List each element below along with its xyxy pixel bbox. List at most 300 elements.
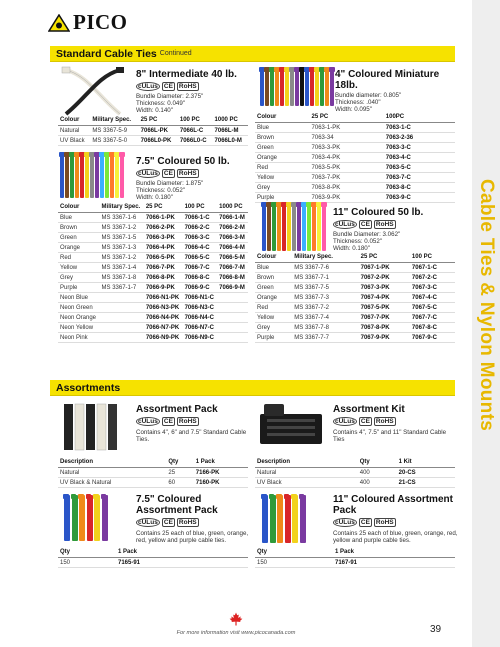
cert-icons: [136, 518, 251, 527]
cable-tie-icon: [280, 68, 284, 106]
table-row: [58, 323, 248, 333]
footer-text: For more information visit www.picocanada.com: [176, 630, 296, 636]
column-header: 1 Kit: [397, 458, 455, 468]
table-row: [58, 303, 248, 313]
table-cell: 7063-3-PK: [310, 143, 384, 153]
cable-tie-icon: [70, 153, 74, 198]
spec-line: Bundle Diameter: 2.375": [136, 93, 204, 100]
section-title: Standard Cable Ties: [56, 47, 157, 60]
product-description: Contains 25 each of blue, green, orange, red, yellow and purple cable ties.: [333, 530, 458, 545]
column-header: Qty: [166, 458, 193, 468]
cert-icons: [333, 417, 455, 426]
table-cell: Green: [255, 143, 310, 153]
table-cell: [217, 333, 248, 343]
table-cell: Neon Yellow: [58, 323, 100, 333]
table-cell: 7066-1-PK: [144, 213, 183, 223]
cable-tie-icon: [90, 153, 94, 198]
table-header-row: [58, 203, 248, 213]
ul-icon: cULus: [138, 519, 158, 526]
table-cell: Natural: [58, 468, 166, 478]
table-row: [255, 193, 455, 203]
table-cell: Green: [255, 283, 292, 293]
table-cell: 7063-34: [310, 133, 384, 143]
table-cell: 7165-91: [116, 558, 248, 568]
table-cell: 7066-4-M: [217, 243, 248, 253]
ce-icon: CE: [163, 418, 173, 425]
miniature-table: [255, 113, 455, 203]
table-cell: 7063-9-PK: [310, 193, 384, 203]
spec-line: Width: 0.180": [136, 194, 173, 202]
table-cell: 7067-5-PK: [359, 303, 410, 313]
cable-tie-icon: [267, 203, 271, 251]
cable-tie-icon: [295, 68, 299, 106]
table-cell: 7067-8-C: [410, 323, 455, 333]
spec-line: Width: 0.180": [333, 245, 370, 253]
table-cell: [217, 313, 248, 323]
maple-leaf-icon: [229, 612, 243, 626]
brand-name: PICO: [73, 10, 128, 34]
table-cell: MS 3367-1-4: [100, 263, 144, 273]
section-subtitle: Continued: [159, 50, 192, 57]
table-row: [255, 468, 455, 478]
table-row: [58, 478, 248, 488]
table-header-row: [58, 116, 248, 126]
ce-icon: CE: [163, 170, 173, 177]
table-cell: 21-CS: [397, 478, 455, 488]
cable-tie-icon: [285, 68, 289, 106]
table-cell: 7167-91: [333, 558, 455, 568]
column-header: 100PC: [384, 113, 455, 123]
table-cell: MS 3367-1-2: [100, 253, 144, 263]
cable-tie-icon: [105, 153, 109, 198]
table-cell: 7066-7-PK: [144, 263, 183, 273]
table-cell: 7066-8-C: [183, 273, 218, 283]
table-row: [255, 163, 455, 173]
product-title: 7.5" Coloured 50 lb.: [136, 156, 230, 167]
table-row: [255, 293, 455, 303]
table-cell: 7067-5-C: [410, 303, 455, 313]
table-row: [58, 293, 248, 303]
table-row: [58, 468, 248, 478]
column-header: Military Spec.: [100, 203, 144, 213]
table-cell: 7063-4-PK: [310, 153, 384, 163]
table-row: [255, 313, 455, 323]
ul-icon: cULus: [138, 418, 158, 425]
cable-tie-icon: [87, 495, 93, 541]
table-row: [255, 153, 455, 163]
table-cell: 7066-5-PK: [144, 253, 183, 263]
table-cell: 7067-3-PK: [359, 283, 410, 293]
table-cell: 20-CS: [397, 468, 455, 478]
table-cell: 7066L-M: [213, 126, 248, 136]
ul-icon: cULus: [138, 170, 158, 177]
table-header-row: [255, 253, 455, 263]
table-cell: 7066-7-C: [183, 263, 218, 273]
spec-line: Width: 0.140": [136, 107, 173, 115]
table-cell: Neon Pink: [58, 333, 100, 343]
table-cell: Purple: [58, 283, 100, 293]
cable-tie-icon: [60, 153, 64, 198]
coloured-11-table: [255, 253, 455, 343]
table-cell: Orange: [255, 153, 310, 163]
cable-tie-icon: [270, 495, 276, 543]
table-cell: 7067-8-PK: [359, 323, 410, 333]
table-cell: Purple: [255, 193, 310, 203]
table-cell: 7067-4-C: [410, 293, 455, 303]
cable-tie-icon: [260, 68, 264, 106]
assort-75-table: [58, 548, 248, 568]
table-cell: 7067-9-PK: [359, 333, 410, 343]
coloured-11-ties-image: [262, 203, 326, 251]
table-cell: [217, 303, 248, 313]
cable-tie-icon: [102, 495, 108, 541]
product-title: 8" Intermediate 40 lb.: [136, 69, 237, 80]
table-row: [255, 123, 455, 133]
table-cell: MS 3367-7-1: [292, 273, 358, 283]
table-cell: MS 3367-7-5: [292, 283, 358, 293]
column-header: 1000 PC: [213, 116, 248, 126]
table-cell: 7066-2-PK: [144, 223, 183, 233]
cable-tie-icon: [297, 203, 301, 251]
coloured-75-ties-image: [60, 153, 124, 198]
cable-tie-icon: [80, 153, 84, 198]
table-cell: MS 3367-7-4: [292, 313, 358, 323]
table-cell: 7066-1-C: [183, 213, 218, 223]
table-row: [58, 126, 248, 136]
table-row: [58, 223, 248, 233]
table-cell: 7063-1-PK: [310, 123, 384, 133]
table-row: [58, 273, 248, 283]
cable-tie-icon: [290, 68, 294, 106]
table-cell: 7066-3-PK: [144, 233, 183, 243]
cable-tie-icon: [262, 203, 266, 251]
table-cell: 7066-N7-C: [183, 323, 218, 333]
section-bar-assortments: [50, 380, 455, 396]
ce-icon: CE: [360, 519, 370, 526]
table-cell: 7066-N4-C: [183, 313, 218, 323]
table-cell: 7063-8-C: [384, 183, 455, 193]
table-row: [255, 143, 455, 153]
table-row: [255, 283, 455, 293]
table-cell: 7160-PK: [194, 478, 248, 488]
table-cell: 7067-1-C: [410, 263, 455, 273]
column-header: 1 Pack: [116, 548, 248, 558]
table-cell: MS 3367-1-5: [100, 233, 144, 243]
table-cell: Orange: [255, 293, 292, 303]
assort-11-ties-image: [262, 495, 306, 543]
table-cell: Grey: [255, 183, 310, 193]
rohs-icon: RoHS: [178, 418, 197, 425]
cable-tie-icon: [65, 153, 69, 198]
coloured-75-table: [58, 203, 248, 343]
rohs-icon: RoHS: [178, 519, 197, 526]
page-number: 39: [430, 624, 442, 635]
cable-tie-icon: [292, 203, 296, 251]
cable-tie-icon: [72, 495, 78, 541]
cable-tie-icon: [272, 203, 276, 251]
section-bar-standard: [50, 46, 455, 62]
column-header: Colour: [58, 203, 100, 213]
cable-tie-icon: [270, 68, 274, 106]
cable-tie-icon: [85, 153, 89, 198]
column-header: Qty: [58, 548, 116, 558]
table-row: [255, 303, 455, 313]
intermediate-table: [58, 116, 248, 146]
product-description: Contains 25 each of blue, green, orange, red, yellow and purple cable ties.: [136, 530, 249, 545]
table-cell: Red: [255, 163, 310, 173]
table-cell: MS 3367-1-2: [100, 223, 144, 233]
rohs-icon: RoHS: [375, 519, 394, 526]
cert-icons: [333, 220, 458, 229]
column-header: Colour: [255, 113, 310, 123]
table-header-row: [255, 548, 455, 558]
table-cell: Neon Blue: [58, 293, 100, 303]
assortment-kit-image: [258, 402, 324, 450]
table-cell: Brown: [255, 273, 292, 283]
table-cell: Grey: [255, 323, 292, 333]
table-cell: 150: [255, 558, 333, 568]
rohs-icon: RoHS: [178, 170, 197, 177]
table-cell: Red: [255, 303, 292, 313]
table-cell: 150: [58, 558, 116, 568]
cable-tie-icon: [300, 495, 306, 543]
table-cell: 7066-N3-PK: [144, 303, 183, 313]
table-cell: 7063-7-C: [384, 173, 455, 183]
table-cell: 7063-2-36: [384, 133, 455, 143]
table-row: [255, 183, 455, 193]
column-header: 100 PC: [178, 116, 213, 126]
table-cell: MS 3367-7-8: [292, 323, 358, 333]
rohs-icon: RoHS: [178, 83, 197, 90]
cable-tie-icon: [100, 153, 104, 198]
table-cell: 7066L0-C: [178, 136, 213, 146]
side-tab-label: Cable Ties & Nylon Mounts: [476, 178, 497, 432]
table-cell: 7063-7-PK: [310, 173, 384, 183]
table-cell: 7067-1-PK: [359, 263, 410, 273]
spec-line: Thickness: 0.052": [136, 187, 185, 195]
cable-tie-icon: [262, 495, 268, 543]
cable-tie-icon: [320, 68, 324, 106]
product-title: Assortment Pack: [136, 404, 218, 415]
table-cell: 7066-4-C: [183, 243, 218, 253]
table-cell: Blue: [58, 213, 100, 223]
table-cell: 7066-4-PK: [144, 243, 183, 253]
spec-line: Bundle diameter: 0.805": [335, 92, 402, 99]
table-cell: 7166-PK: [194, 468, 248, 478]
product-title: 11" Coloured Assortment Pack: [333, 494, 453, 516]
cable-tie-icon: [282, 203, 286, 251]
cert-icons: [136, 82, 246, 91]
table-cell: 7067-2-PK: [359, 273, 410, 283]
table-cell: Green: [58, 233, 100, 243]
column-header: 1 Pack: [333, 548, 455, 558]
pico-logo: [48, 10, 128, 35]
table-row: [255, 478, 455, 488]
table-cell: 7067-7-PK: [359, 313, 410, 323]
table-header-row: [58, 548, 248, 558]
table-cell: 7063-5-C: [384, 163, 455, 173]
table-cell: 7066-7-M: [217, 263, 248, 273]
table-cell: 7066-N1-PK: [144, 293, 183, 303]
table-cell: MS 3367-1-6: [100, 213, 144, 223]
cable-tie-icon: [287, 203, 291, 251]
cable-tie-icon: [325, 68, 329, 106]
table-cell: 7067-2-C: [410, 273, 455, 283]
table-cell: MS 3367-7-7: [292, 333, 358, 343]
table-cell: 7066-N4-PK: [144, 313, 183, 323]
table-cell: [100, 323, 144, 333]
table-row: [255, 558, 455, 568]
column-header: Military Spec.: [90, 116, 138, 126]
table-cell: 7063-8-PK: [310, 183, 384, 193]
table-cell: 7066-N9-C: [183, 333, 218, 343]
cable-tie-icon: [95, 153, 99, 198]
column-header: Military Spec.: [292, 253, 358, 263]
table-cell: 7067-3-C: [410, 283, 455, 293]
table-cell: [100, 303, 144, 313]
ce-icon: CE: [163, 519, 173, 526]
table-row: [58, 313, 248, 323]
cable-tie-icon: [322, 203, 326, 251]
table-cell: Yellow: [255, 173, 310, 183]
table-cell: [100, 333, 144, 343]
cable-tie-icon: [120, 153, 124, 198]
cable-tie-icon: [265, 68, 269, 106]
miniature-ties-image: [260, 68, 334, 106]
table-cell: Neon Orange: [58, 313, 100, 323]
ul-icon: cULus: [138, 83, 158, 90]
section-title: Assortments: [56, 381, 121, 394]
table-cell: 25: [166, 468, 193, 478]
table-cell: [217, 293, 248, 303]
table-cell: MS 3367-1-7: [100, 283, 144, 293]
product-title: 11" Coloured 50 lb.: [333, 207, 424, 218]
table-cell: 7066L0-M: [213, 136, 248, 146]
table-header-row: [255, 458, 455, 468]
table-row: [255, 263, 455, 273]
table-cell: MS 3367-5-0: [90, 136, 138, 146]
cable-tie-icon: [315, 68, 319, 106]
spec-line: Width: 0.095": [335, 106, 372, 114]
rohs-icon: RoHS: [375, 221, 394, 228]
cable-tie-icon: [317, 203, 321, 251]
table-cell: UV Black: [255, 478, 358, 488]
table-cell: 400: [358, 478, 397, 488]
column-header: Qty: [358, 458, 397, 468]
cable-tie-icon: [277, 203, 281, 251]
table-row: [255, 133, 455, 143]
cert-icons: [333, 518, 458, 527]
assortment-kit-table: [255, 458, 455, 488]
table-row: [58, 233, 248, 243]
spec-line: Thickness: 0.052": [333, 238, 382, 246]
table-cell: 7066-3-C: [183, 233, 218, 243]
table-cell: MS 3367-5-9: [90, 126, 138, 136]
table-header-row: [255, 113, 455, 123]
table-row: [255, 173, 455, 183]
table-cell: 7066-3-M: [217, 233, 248, 243]
cable-tie-icon: [75, 153, 79, 198]
table-cell: 7063-3-C: [384, 143, 455, 153]
spec-line: Bundle Diameter: 3.062": [333, 231, 401, 238]
rohs-icon: RoHS: [375, 418, 394, 425]
product-description: Contains 4", 6" and 7.5" Standard Cable Ties.: [136, 429, 247, 444]
table-cell: UV Black: [58, 136, 90, 146]
cable-tie-icon: [275, 68, 279, 106]
cable-tie-icon: [115, 153, 119, 198]
column-header: 25 PC: [359, 253, 410, 263]
table-cell: 7066L0-PK: [139, 136, 178, 146]
column-header: 100 PC: [410, 253, 455, 263]
assort-11-table: [255, 548, 455, 568]
intermediate-tie-image: [58, 66, 126, 118]
column-header: Description: [58, 458, 166, 468]
cable-tie-icon: [305, 68, 309, 106]
table-row: [58, 333, 248, 343]
table-cell: Grey: [58, 273, 100, 283]
table-cell: Orange: [58, 243, 100, 253]
assortment-pack-image: [62, 402, 124, 452]
column-header: Colour: [58, 116, 90, 126]
column-header: Description: [255, 458, 358, 468]
cable-tie-icon: [302, 203, 306, 251]
product-description: Contains 4", 7.5" and 11" Standard Cable Ties: [333, 429, 447, 444]
table-row: [58, 263, 248, 273]
table-cell: 7066L-C: [178, 126, 213, 136]
column-header: 100 PC: [183, 203, 218, 213]
product-title: 7.5" Coloured Assortment Pack: [136, 494, 218, 516]
column-header: Colour: [255, 253, 292, 263]
cable-tie-icon: [79, 495, 85, 541]
cable-tie-icon: [310, 68, 314, 106]
table-row: [58, 136, 248, 146]
cert-icons: [136, 417, 248, 426]
table-cell: 7067-4-PK: [359, 293, 410, 303]
table-cell: Natural: [255, 468, 358, 478]
table-cell: MS 3367-1-3: [100, 243, 144, 253]
ce-icon: CE: [163, 83, 173, 90]
cable-tie-icon: [110, 153, 114, 198]
column-header: 25 PC: [310, 113, 384, 123]
table-cell: 7066-N1-C: [183, 293, 218, 303]
ul-icon: cULus: [335, 221, 355, 228]
table-cell: 7063-9-C: [384, 193, 455, 203]
table-cell: 7067-7-C: [410, 313, 455, 323]
table-cell: Brown: [58, 223, 100, 233]
table-cell: 7066-8-PK: [144, 273, 183, 283]
table-cell: 7063-4-C: [384, 153, 455, 163]
table-cell: Red: [58, 253, 100, 263]
table-cell: 60: [166, 478, 193, 488]
table-cell: MS 3367-1-8: [100, 273, 144, 283]
cable-tie-icon: [94, 495, 100, 541]
table-cell: 7066-5-C: [183, 253, 218, 263]
table-cell: 7066-2-C: [183, 223, 218, 233]
table-row: [255, 273, 455, 283]
table-cell: MS 3367-7-2: [292, 303, 358, 313]
table-row: [255, 323, 455, 333]
assortment-pack-table: [58, 458, 248, 488]
table-header-row: [58, 458, 248, 468]
table-cell: 7066L-PK: [139, 126, 178, 136]
spec-line: Thickness: 0.049": [136, 100, 185, 108]
cable-tie-icon: [307, 203, 311, 251]
column-header: 1 Pack: [194, 458, 248, 468]
product-title: Assortment Kit: [333, 404, 405, 415]
ce-icon: CE: [360, 221, 370, 228]
table-cell: [100, 313, 144, 323]
table-cell: [100, 293, 144, 303]
